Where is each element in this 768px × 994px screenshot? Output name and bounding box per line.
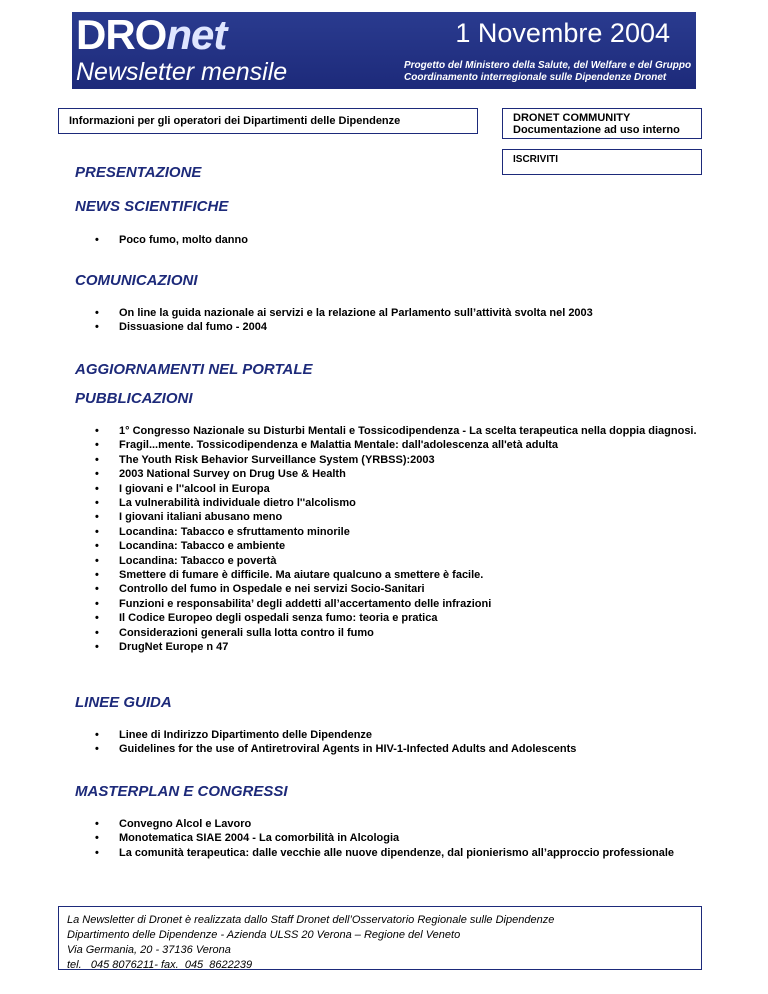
list-item[interactable]: • Smettere di fumare è difficile. Ma aiutare qualcuno a smettere è facile. [95, 568, 715, 582]
heading-pubblicazioni[interactable]: PUBBLICAZIONI [75, 390, 193, 407]
footer-phone: tel. 045 8076211- fax. 045 8622239 [67, 959, 253, 971]
info-box: Informazioni per gli operatori dei Dipartimenti delle Dipendenze [58, 108, 478, 134]
banner-subtitle: Progetto del Ministero della Salute, del Welfare e del Gruppo Coordinamento interregionale sulle Dipendenze Dronet [404, 60, 692, 83]
newsletter-banner [72, 12, 696, 89]
list-item[interactable]: • La comunità terapeutica: dalle vecchie alle nuove dipendenze, dal pionierismo all’approccio professionale [95, 846, 715, 860]
dronet-logo: DROnet [76, 12, 227, 58]
heading-presentazione[interactable]: PRESENTAZIONE [75, 164, 202, 181]
list-item[interactable]: • 1° Congresso Nazionale su Disturbi Mentali e Tossicodipendenza - La scelta terapeutica nella doppia diagnosi. [95, 424, 715, 438]
community-link[interactable] [502, 108, 702, 139]
comunicazioni-list [95, 306, 715, 335]
list-item[interactable]: • Il Codice Europeo degli ospedali senza fumo: teoria e pratica [95, 611, 715, 625]
list-item[interactable]: • Monotematica SIAE 2004 - La comorbilità in Alcologia [95, 831, 715, 845]
heading-news[interactable]: NEWS SCIENTIFICHE [75, 198, 229, 215]
list-item[interactable]: • Linee di Indirizzo Dipartimento delle Dipendenze [95, 728, 715, 742]
footer-address: Via Germania, 20 - 37136 Verona [67, 944, 231, 956]
heading-masterplan[interactable]: MASTERPLAN E CONGRESSI [75, 783, 288, 800]
community-title: DRONET COMMUNITY [513, 112, 631, 124]
footer-line: Dipartimento delle Dipendenze - Azienda ULSS 20 Verona – Regione del Veneto [67, 929, 461, 941]
list-item[interactable]: • The Youth Risk Behavior Surveillance System (YRBSS):2003 [95, 453, 715, 467]
banner-tagline: Newsletter mensile [76, 58, 288, 86]
list-item[interactable]: • On line la guida nazionale ai servizi e la relazione al Parlamento sull’attività svolta nel 2003 [95, 306, 715, 320]
list-item[interactable]: • Guidelines for the use of Antiretroviral Agents in HIV-1-Infected Adults and Adolescents [95, 742, 715, 756]
list-item[interactable]: • La vulnerabilità individuale dietro l''alcolismo [95, 496, 715, 510]
list-item[interactable]: • 2003 National Survey on Drug Use & Health [95, 467, 715, 481]
heading-linee-guida[interactable]: LINEE GUIDA [75, 694, 172, 711]
list-item[interactable]: • I giovani italiani abusano meno [95, 510, 715, 524]
list-item[interactable]: • Locandina: Tabacco e ambiente [95, 539, 715, 553]
newsletter-footer [58, 906, 702, 970]
news-list [95, 233, 715, 247]
list-item[interactable]: • Locandina: Tabacco e sfruttamento minorile [95, 525, 715, 539]
list-item[interactable]: • Poco fumo, molto danno [95, 233, 715, 247]
list-item[interactable]: • Dissuasione dal fumo - 2004 [95, 320, 715, 334]
community-subtitle: Documentazione ad uso interno [513, 124, 680, 136]
heading-comunicazioni[interactable]: COMUNICAZIONI [75, 272, 198, 289]
list-item[interactable]: • DrugNet Europe n 47 [95, 640, 715, 654]
masterplan-list [95, 817, 715, 860]
list-item[interactable]: • Considerazioni generali sulla lotta contro il fumo [95, 626, 715, 640]
iscriviti-link[interactable]: ISCRIVITI [502, 149, 702, 175]
list-item[interactable]: • Locandina: Tabacco e povertà [95, 554, 715, 568]
pubblicazioni-list [95, 424, 715, 655]
list-item[interactable]: • Funzioni e responsabilita’ degli addetti all’accertamento delle infrazioni [95, 597, 715, 611]
list-item[interactable]: • I giovani e l''alcool in Europa [95, 482, 715, 496]
list-item[interactable]: • Fragil...mente. Tossicodipendenza e Malattia Mentale: dall'adolescenza all'età adulta [95, 438, 715, 452]
heading-aggiornamenti: AGGIORNAMENTI NEL PORTALE [75, 361, 313, 378]
list-item[interactable]: • Controllo del fumo in Ospedale e nei servizi Socio-Sanitari [95, 582, 715, 596]
footer-line: La Newsletter di Dronet è realizzata dallo Staff Dronet dell’Osservatorio Regionale sulle Dipendenze [67, 914, 555, 926]
issue-date: 1 Novembre 2004 [455, 18, 670, 48]
list-item[interactable]: • Convegno Alcol e Lavoro [95, 817, 715, 831]
linee-guida-list [95, 728, 715, 757]
